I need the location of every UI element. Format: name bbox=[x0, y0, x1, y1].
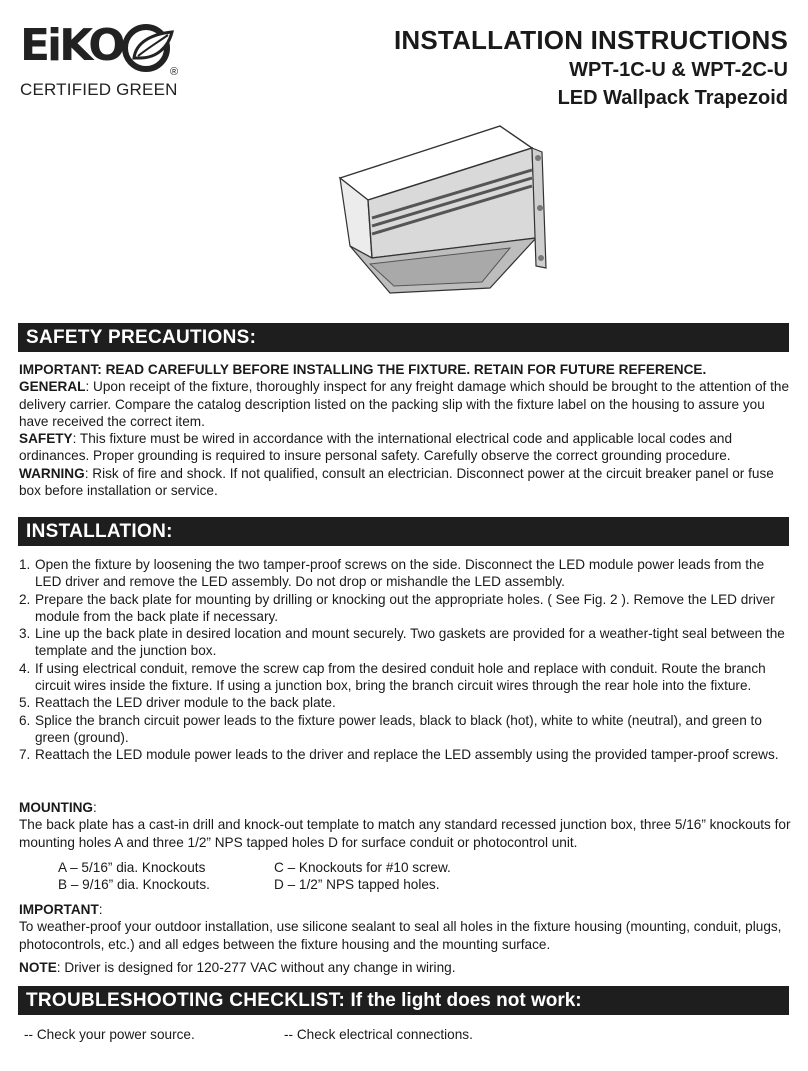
checklist-item: -- Check electrical connections. bbox=[284, 1027, 473, 1042]
step-item: 7. Reattach the LED module power leads to the driver and replace the LED assembly using the provided tamper-proof screws. bbox=[19, 747, 779, 763]
safety-important: IMPORTANT: READ CAREFULLY BEFORE INSTALLING THE FIXTURE. RETAIN FOR FUTURE REFERENCE. bbox=[19, 362, 707, 377]
product-name: LED Wallpack Trapezoid bbox=[557, 87, 788, 109]
document-title: INSTALLATION INSTRUCTIONS bbox=[393, 25, 788, 55]
mounting-text: The back plate has a cast-in drill and knock-out template to match any standard recessed junction box, three 5/16” knockouts for mounting holes A and three 1/2” NPS tapped holes D for surface conduit or photocontrol unit. bbox=[19, 817, 791, 850]
safety-section bbox=[19, 361, 791, 499]
wallpack-fixture-illustration bbox=[310, 118, 550, 308]
step-item: 2. Prepare the back plate for mounting by drilling or knocking out the appropriate holes. ( See Fig. 2 ). Remove the LED driver module from the back plate if necessary. bbox=[19, 591, 775, 624]
logo-wordmark: EiKO bbox=[20, 20, 123, 71]
important-label: IMPORTANT bbox=[19, 902, 99, 917]
eiko-logo bbox=[20, 20, 179, 108]
safety-safety: SAFETY: This fixture must be wired in accordance with the international electrical code and applicable local codes and ordinances. Proper grounding is required to insure personal safety. Carefully observe the correct grounding procedure. bbox=[19, 431, 733, 464]
checklist-item: -- Check your power source. bbox=[24, 1027, 195, 1042]
safety-general: GENERAL: Upon receipt of the fixture, thoroughly inspect for any freight damage which should be brought to the attention of the delivery carrier. Compare the catalog description listed on the packing slip with the fixture label on the housing to assure you have received the correct item. bbox=[19, 379, 790, 429]
step-item: 4. If using electrical conduit, remove the screw cap from the desired conduit hole and replace with conduit. Route the branch circuit wires inside the fixture. If using a junction box, bring the branch circuit wires through the rear hole into the fixture. bbox=[19, 660, 766, 694]
installation-heading: INSTALLATION: bbox=[18, 517, 789, 546]
mounting-label: MOUNTING bbox=[19, 800, 94, 815]
safety-heading: SAFETY PRECAUTIONS: bbox=[18, 323, 789, 352]
model-numbers: WPT-1C-U & WPT-2C-U bbox=[569, 59, 788, 81]
mounting-section: MOUNTING: The back plate has a cast-in drill and knock-out template to match any standard recessed junction box, three 5/16” knockouts for mounting holes A and three 1/2” NPS tapped holes D for surface conduit or photocontrol unit. bbox=[19, 800, 791, 850]
document-header bbox=[394, 24, 788, 112]
important-text: To weather-proof your outdoor installation, use silicone sealant to seal all holes in the fixture housing (mounting, conduit, plugs, photocontrols, etc.) and all edges between the fixture housing and the mounting surface. bbox=[19, 919, 782, 952]
installation-steps bbox=[19, 556, 791, 764]
registered-mark: ® bbox=[170, 66, 179, 78]
step-item: 3. Line up the back plate in desired location and mount securely. Two gaskets are provided for a weather-tight seal between the template and the junction box. bbox=[19, 626, 785, 659]
troubleshooting-heading: TROUBLESHOOTING CHECKLIST: If the light does not work: bbox=[18, 986, 789, 1015]
note-section: NOTE: Driver is designed for 120-277 VAC without any change in wiring. bbox=[19, 960, 456, 975]
step-item: 1. Open the fixture by loosening the two tamper-proof screws on the side. Disconnect the LED module power leads from the LED driver and remove the LED assembly. Do not drop or mishandle the LED assembly. bbox=[19, 557, 765, 590]
note-label: NOTE bbox=[19, 960, 57, 975]
step-item: 5. Reattach the LED driver module to the back plate. bbox=[19, 695, 336, 711]
step-item: 6. Splice the branch circuit power leads to the fixture power leads, black to black (hot), white to white (neutral), and green to green (ground). bbox=[19, 712, 762, 745]
logo-tagline: CERTIFIED GREEN bbox=[20, 80, 178, 99]
important-section: IMPORTANT: To weather-proof your outdoor installation, use silicone sealant to seal all holes in the fixture housing (mounting, conduit, plugs, photocontrols, etc.) and all edges between the fixture housing and the mounting surface. bbox=[19, 901, 791, 953]
safety-warning: WARNING: Risk of fire and shock. If not qualified, consult an electrician. Disconnect power at the circuit breaker panel or fuse box before installation or service. bbox=[19, 465, 774, 499]
